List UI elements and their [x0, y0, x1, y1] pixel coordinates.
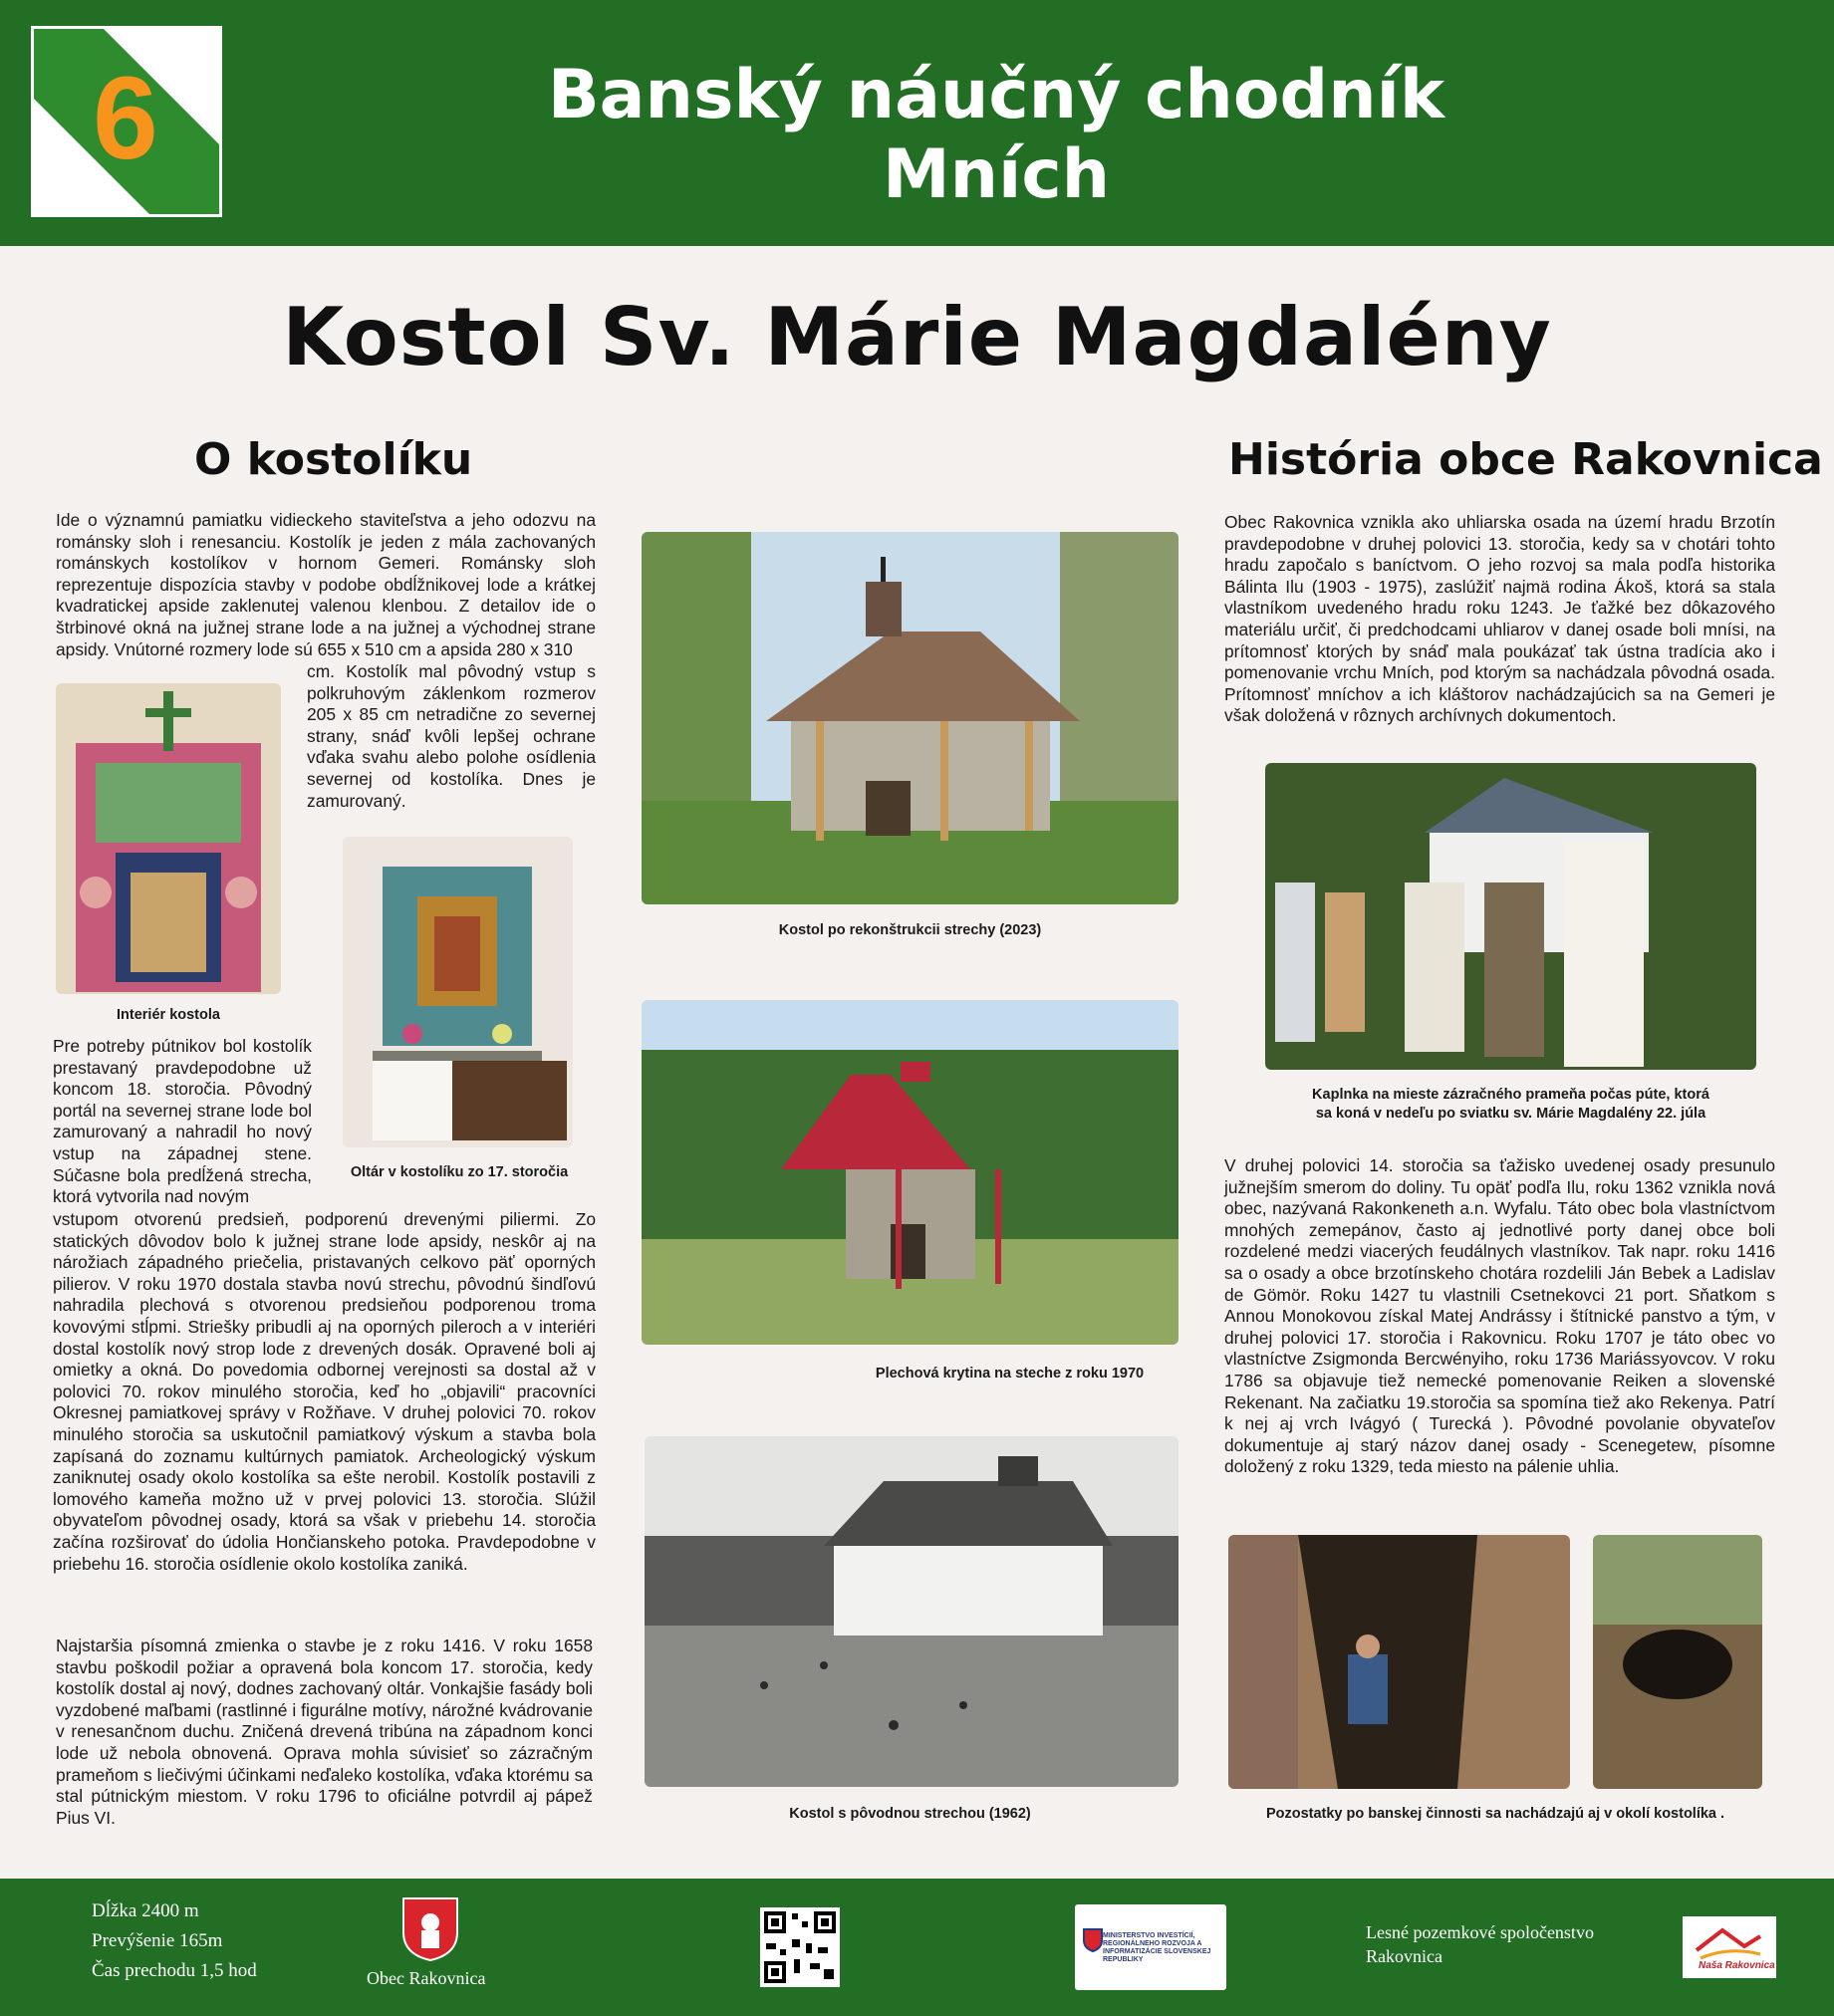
- church-photo-1970: [642, 1000, 1179, 1345]
- lps-line1: Lesné pozemkové spoločenstvo: [1366, 1922, 1594, 1942]
- trail-marker-icon: [34, 29, 219, 214]
- caption-interior: Interiér kostola: [117, 1007, 220, 1023]
- trail-logo: [31, 26, 222, 217]
- caption-church-1970: Plechová krytina na steche z roku 1970: [875, 1366, 1145, 1382]
- caption-church-2023: Kostol po rekonštrukcii strechy (2023): [778, 922, 1042, 938]
- church-photo-2023: [642, 532, 1179, 904]
- mine-entrance-photo: [1593, 1535, 1762, 1789]
- right-paragraph-2: V druhej polovici 14. storočia sa ťažisko uvedenej osady presunulo južnejším smerom do doliny. Tu opäť podľa Ilu, roku 1362 vznikla nová obec, nazývaná Rakonkeneth a.n. Wyfalu. Táto obec bola vlastníctvom mnohých zemepánov, často aj jednotlivé porty danej obce boli rozdelené medzi viacerých feudálnych vlastníkov. Tak napr. roku 1416 sa o osady a obce brzotínskeho chotára rozdelili Ján Bebek a Ladislav de Gömör. Roku 1427 tu vlastnili Csetnekovci 21 port. Sňatkom s Annou Monokovou získal Matej Andrássy i štítnické panstvo a tým, v druhej polovici 17. storočia i Rakovnicu. Roku 1707 je táto obec vo vlastníctve Zsigmonda Bercwényiho, roku 1736 Mariássyovcov. V roku 1786 sa objavuje tiež nemecké pomenovanie Reiken a slovenské Rekenant. Na začiatku 19.storočia sa spomína tiež ako Rekenya. Patrí k nej aj vrch Ivágyó ( Turecká ). Pôvodné povolanie obyvateľov dokumentuje aj starý názov danej osady - Scenegetew, písomne doložený z roku 1329, teda miesto na pálenie uhlia.: [1224, 1155, 1775, 1477]
- lps-label: [1366, 1920, 1594, 1968]
- altar-photo: [343, 837, 573, 1147]
- caption-chapel-line2: sa koná v nedeľu po sviatku sv. Márie Magdalény 22. júla: [1315, 1106, 1706, 1122]
- left-heading: O kostolíku: [194, 434, 473, 485]
- oz-logo-text: Naša Rakovnica: [1699, 1960, 1775, 1971]
- oz-logo: [1683, 1916, 1776, 1978]
- qr-code-icon[interactable]: [760, 1907, 840, 1987]
- church-photo-1962: [645, 1436, 1179, 1787]
- trail-info: [92, 1896, 257, 1986]
- interior-photo: [56, 683, 281, 994]
- obec-label: Obec Rakovnica: [367, 1968, 486, 1988]
- trail-number: 6: [93, 53, 158, 184]
- trail-length: Dĺžka 2400 m: [92, 1900, 199, 1921]
- caption-altar: Oltár v kostolíku zo 17. storočia: [350, 1164, 569, 1180]
- caption-chapel-line1: Kaplnka na mieste zázračného prameňa počas púte, ktorá: [1312, 1087, 1709, 1103]
- header-title-line1: Banský náučný chodník: [547, 56, 1445, 134]
- trail-duration: Čas prechodu 1,5 hod: [92, 1960, 257, 1981]
- coat-of-arms-icon: [401, 1896, 459, 1962]
- left-paragraph-1-narrow: cm. Kostolík mal pôvodný vstup s polkruhovým záklenkom rozmerov 205 x 85 cm netradične zo severnej strany, snáď kvôli lepšej ochrane vďaka svahu alebo polohe osídlenia severnej od kostolíka. Dnes je zamurovaný.: [307, 661, 596, 811]
- left-paragraph-2-narrow: Pre potreby pútnikov bol kostolík prestavaný pravdepodobne už koncom 18. storočia. Pôvodný portál na severnej strane lode bol zamurovaný a nahradil ho nový vstup na západnej stene. Súčasne bola predĺžená strecha, ktorá vytvorila nad novým: [53, 1036, 312, 1207]
- mine-cave-photo: [1228, 1535, 1570, 1789]
- right-heading: História obce Rakovnica: [1228, 434, 1823, 485]
- slovak-flag-icon: [1083, 1928, 1103, 1952]
- ministry-text: MINISTERSTVO INVESTÍCIÍ, REGIONÁLNEHO ROZVOJA A INFORMATIZÁCIE SLOVENSKEJ REPUBLIKY: [1103, 1932, 1211, 1963]
- main-title: Kostol Sv. Márie Magdalény: [282, 291, 1552, 383]
- chapel-pilgrimage-photo: [1265, 763, 1756, 1070]
- left-paragraph-1: Ide o významnú pamiatku vidieckeho staviteľstva a jeho odozvu na románsky sloh i renesanciu. Kostolík je jeden z mála zachovaných románskych kostolíkov v hornom Gemeri. Románsky sloh reprezentuje dispozícia stavby v podobe obdĺžnikovej lode a krátkej kvadratickej apside zaklenutej valenou klenbou. Z detailov ide o štrbinové okná na južnej strane lode a na južnej a východnej strane apsidy. Vnútorné rozmery lode sú 655 x 510 cm a apsida 280 x 310: [56, 510, 596, 659]
- caption-church-1962: Kostol s pôvodnou strechou (1962): [789, 1806, 1031, 1822]
- header-title-line2: Mních: [882, 135, 1111, 214]
- caption-mine: Pozostatky po banskej činnosti sa nachádzajú aj v okolí kostolíka .: [1265, 1806, 1725, 1822]
- left-paragraph-3: Najstaršia písomná zmienka o stavbe je z roku 1416. V roku 1658 stavbu poškodil požiar a opravená bola koncom 17. storočia, kedy kostolík dostal aj nový, dodnes zachovaný oltár. Vonkajšie fasády boli vyzdobené maľbami (rastlinné i figurálne motívy, nárožné kvádrovanie v renesančnom duchu. Zničená drevená tribúna na západnom konci lode už nebola obnovená. Oprava mohla súvisieť so zázračným prameňom s liečivými účinkami neďaleko kostolíka, vďaka ktorému sa stal pútnickým miestom. V roku 1796 to oficiálne potvrdil aj pápež Pius VI.: [56, 1636, 593, 1828]
- right-paragraph-1: Obec Rakovnica vznikla ako uhliarska osada na území hradu Brzotín pravdepodobne v druhej polovici 13. storočia, kedy sa v chotári tohto hradu započalo s baníctvom. O jeho rozvoj sa mala podľa historika Bálinta Ilu (1903 - 1975), zaslúžiť najmä rodina Ákoš, ktorá sa stala vlastníkom uvedeného hradu roku 1243. Je ťažké bez dôkazového materiálu určiť, či predchodcami uhliarov v danej osade boli mnísi, na prítomnosť ktorých by snáď mala poukázať tak ústna tradícia ako i pomenovanie vrchu Mních, pod ktorým sa nachádzala pôvodná osada. Prítomnosť mníchov a ich kláštorov nachádzajúcich sa na Gemeri je však doložená v rôznych archívnych dokumentoch.: [1224, 512, 1775, 726]
- left-paragraph-2: vstupom otvorenú predsieň, podporenú drevenými piliermi. Zo statických dôvodov bolo k južnej strane lode apsidy, neskôr aj na nárožiach západného priečelia, pristavaných celkovo päť oporných pilierov. V roku 1970 dostala stavba novú strechu, pôvodnú šindľovú nahradila plechová s otvorenou predsieňou podporenou troma kovovými stĺpmi. Striešky pribudli aj na oporných pileroch a v interiéri dostal kostolík nový strop lode z drevených dosák. Opravené boli aj omietky a okná. Do povedomia odbornej verejnosti sa dostal až v polovici 70. rokov minulého storočia, keď ho „objavili“ pracovníci Okresnej pamiatkovej správy v Rožňave. V druhej polovici 70. rokov minulého storočia sa uskutočnil pamiatkový výskum a stavba bola zapísaná do zoznamu kultúrnych pamiatok. Archeologický výskum zaniknutej osady okolo kostolíka sa ešte nerobil. Kostolík postavili z lomového kameňa možno už v prvej polovici 13. storočia. Slúžil obyvateľom pôvodnej osady, ktorá sa však v priebehu 14. storočia začína rozširovať do údolia Hončianskeho potoka. Pravdepodobne v priebehu 16. storočia osídlenie okolo kostolíka zaniká.: [53, 1209, 596, 1574]
- trail-elevation: Prevýšenie 165m: [92, 1930, 223, 1951]
- lps-line2: Rakovnica: [1366, 1946, 1442, 1966]
